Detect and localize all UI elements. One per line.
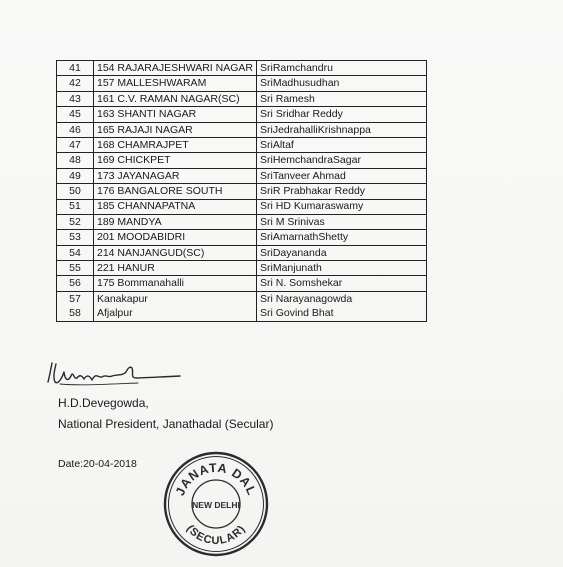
constituency-cell: 163 SHANTI NAGAR — [94, 107, 257, 122]
row-number: 58 — [57, 306, 94, 321]
row-number: 46 — [57, 122, 94, 137]
candidate-cell: Sri Narayanagowda — [256, 291, 426, 306]
candidate-cell: SriManjunath — [256, 261, 426, 276]
table-row — [57, 137, 427, 152]
table-row — [57, 291, 427, 306]
candidate-cell: SriAmarnathShetty — [256, 230, 426, 245]
candidate-cell: Sri M Srinivas — [256, 214, 426, 229]
seal-top-text: JANATA DAL — [172, 460, 260, 498]
row-number: 56 — [57, 276, 94, 291]
constituency-cell: 168 CHAMRAJPET — [94, 137, 257, 152]
candidate-cell: SriAltaf — [256, 137, 426, 152]
constituency-cell: 214 NANJANGUD(SC) — [94, 245, 257, 260]
table-row — [57, 153, 427, 168]
table-row — [57, 276, 427, 291]
constituency-cell: 173 JAYANAGAR — [94, 168, 257, 183]
row-number: 51 — [57, 199, 94, 214]
signatory-name: H.D.Devegowda, — [58, 396, 149, 410]
table-row — [57, 245, 427, 260]
candidate-cell: Sri N. Somshekar — [256, 276, 426, 291]
candidate-cell: SriDayananda — [256, 245, 426, 260]
candidate-cell: SriRamchandru — [256, 61, 426, 76]
constituency-cell: 157 MALLESHWARAM — [94, 76, 257, 91]
constituency-cell: 189 MANDYA — [94, 214, 257, 229]
candidate-table — [56, 60, 427, 322]
row-number: 53 — [57, 230, 94, 245]
table-row — [57, 261, 427, 276]
table-row — [57, 230, 427, 245]
row-number: 49 — [57, 168, 94, 183]
row-number: 54 — [57, 245, 94, 260]
row-number: 43 — [57, 91, 94, 106]
constituency-cell: 176 BANGALORE SOUTH — [94, 184, 257, 199]
candidate-cell: Sri Sridhar Reddy — [256, 107, 426, 122]
candidate-cell: Sri HD Kumaraswamy — [256, 199, 426, 214]
row-number: 42 — [57, 76, 94, 91]
constituency-cell: Afjalpur — [94, 306, 257, 321]
candidate-cell: SriHemchandraSagar — [256, 153, 426, 168]
document-date: Date:20-04-2018 — [58, 458, 137, 470]
table-row — [57, 76, 427, 91]
table-row — [57, 168, 427, 183]
candidate-cell: SriMadhusudhan — [256, 76, 426, 91]
seal-center-text: NEW DELHI — [192, 500, 240, 510]
candidate-cell: Sri Ramesh — [256, 91, 426, 106]
row-number: 41 — [57, 61, 94, 76]
table-row — [57, 214, 427, 229]
candidate-cell: SriJedrahalliKrishnappa — [256, 122, 426, 137]
row-number: 57 — [57, 291, 94, 306]
candidate-cell: Sri Govind Bhat — [256, 306, 426, 321]
constituency-cell: 161 C.V. RAMAN NAGAR(SC) — [94, 91, 257, 106]
row-number: 47 — [57, 137, 94, 152]
table-row — [57, 91, 427, 106]
constituency-cell: 175 Bommanahalli — [94, 276, 257, 291]
row-number: 55 — [57, 261, 94, 276]
constituency-cell: 154 RAJARAJESHWARI NAGAR — [94, 61, 257, 76]
table-row — [57, 306, 427, 321]
constituency-cell: 221 HANUR — [94, 261, 257, 276]
table-row — [57, 199, 427, 214]
party-seal — [160, 448, 272, 560]
row-number: 52 — [57, 214, 94, 229]
constituency-cell: 201 MOODABIDRI — [94, 230, 257, 245]
signatory-title: National President, Janathadal (Secular) — [58, 417, 274, 431]
table-row — [57, 107, 427, 122]
signature — [40, 354, 190, 390]
row-number: 48 — [57, 153, 94, 168]
seal-bottom-text: (SECULAR) — [183, 522, 249, 547]
row-number: 50 — [57, 184, 94, 199]
constituency-cell: 165 RAJAJI NAGAR — [94, 122, 257, 137]
constituency-cell: 185 CHANNAPATNA — [94, 199, 257, 214]
row-number: 45 — [57, 107, 94, 122]
candidate-cell: SriTanveer Ahmad — [256, 168, 426, 183]
table-row — [57, 184, 427, 199]
constituency-cell: 169 CHICKPET — [94, 153, 257, 168]
table-row — [57, 61, 427, 76]
constituency-cell: Kanakapur — [94, 291, 257, 306]
candidate-cell: SriR Prabhakar Reddy — [256, 184, 426, 199]
table-row — [57, 122, 427, 137]
